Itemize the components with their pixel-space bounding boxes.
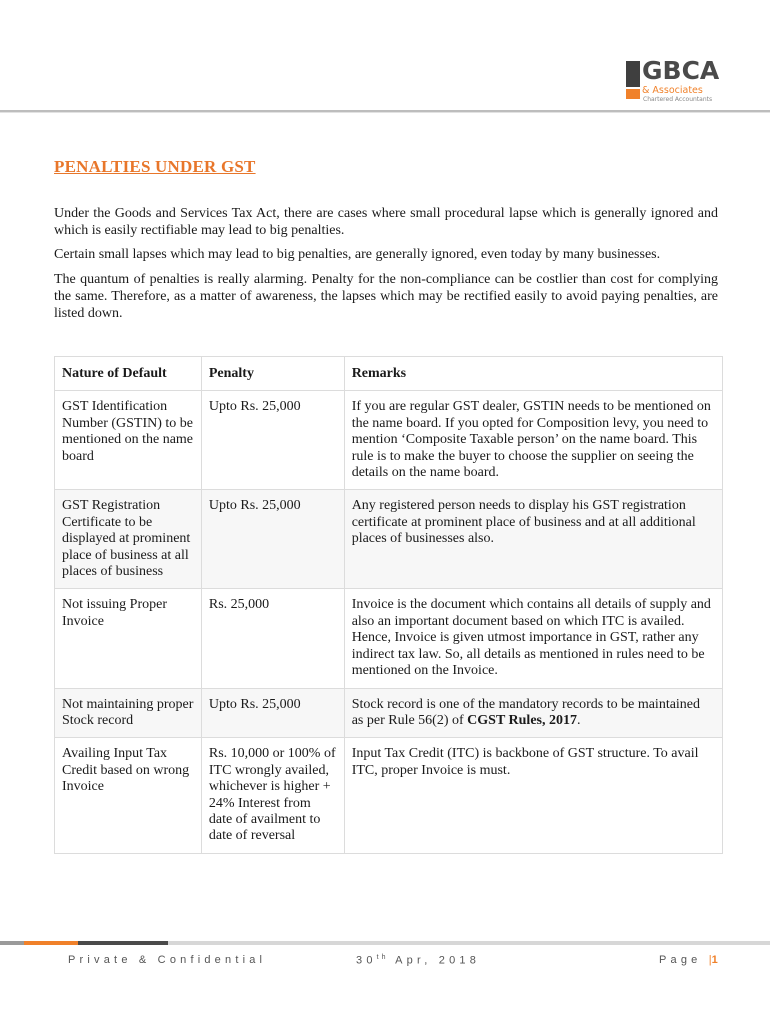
footer-page-number: 1	[711, 954, 718, 966]
cell-remarks: If you are regular GST dealer, GSTIN needs to be mentioned on the name board. If you opted for Composition levy, you need to mention ‘Composite Taxable person’ on the name board. This rule is to make the buyer to choose the supplier on seeing the details on the name board.	[344, 391, 722, 490]
logo-mark-icon	[626, 61, 640, 99]
table-row	[55, 688, 723, 738]
cell-nature: Not issuing Proper Invoice	[55, 589, 202, 688]
cell-nature: Not maintaining proper Stock record	[55, 688, 202, 738]
cell-remarks: Any registered person needs to display his GST registration certificate at prominent place of business and at all additional places of businesses also.	[344, 490, 722, 589]
footer-page-separator: |	[708, 954, 712, 966]
header-penalty: Penalty	[201, 357, 344, 391]
cell-penalty: Rs. 25,000	[201, 589, 344, 688]
cell-penalty: Upto Rs. 25,000	[201, 391, 344, 490]
cgst-rules-reference: CGST Rules, 2017	[467, 712, 577, 728]
logo-tagline: Chartered Accountants	[643, 96, 713, 103]
cell-nature: Availing Input Tax Credit based on wrong Invoice	[55, 738, 202, 853]
footer-date	[356, 954, 480, 967]
document-title: PENALTIES UNDER GST	[54, 157, 256, 176]
cell-nature: GST Identification Number (GSTIN) to be mentioned on the name board	[55, 391, 202, 490]
footer-page-label: Page	[659, 954, 709, 966]
cell-remarks	[344, 688, 722, 738]
company-logo	[626, 58, 736, 102]
cell-nature: GST Registration Certificate to be displayed at prominent place of business at all places of business	[55, 490, 202, 589]
table-row	[55, 391, 723, 490]
footer-divider	[0, 941, 770, 945]
intro-paragraph-1: Under the Goods and Services Tax Act, there are cases where small procedural lapse which is generally ignored and which is easily rectifiable may lead to big penalties.	[54, 206, 718, 238]
footer-date-suffix: th	[376, 954, 389, 961]
table-row	[55, 490, 723, 589]
cell-penalty: Rs. 10,000 or 100% of ITC wrongly availed, whichever is higher + 24% Interest from date of availment to date of reversal	[201, 738, 344, 853]
intro-paragraph-3: The quantum of penalties is really alarming. Penalty for the non-compliance can be costlier than cost for complying the same. Therefore, as a matter of awareness, the lapses which may be rectified easily to avoid paying penalties, are listed down.	[54, 272, 718, 321]
table-header-row	[55, 357, 723, 391]
footer-confidential: Private & Confidential	[68, 954, 267, 966]
header-nature-of-default: Nature of Default	[55, 357, 202, 391]
table-row	[55, 589, 723, 688]
logo-associates: & Associates	[642, 85, 703, 96]
cell-penalty: Upto Rs. 25,000	[201, 490, 344, 589]
remarks-text: Stock record is one of the mandatory records to be maintained as per Rule 56(2) of	[351, 696, 701, 728]
footer-page	[659, 954, 718, 966]
logo-name: GBCA	[642, 56, 720, 85]
cell-penalty: Upto Rs. 25,000	[201, 688, 344, 738]
header-remarks: Remarks	[344, 357, 722, 391]
footer-date-rest: Apr, 2018	[388, 954, 481, 967]
table-row	[55, 738, 723, 853]
intro-paragraph-2: Certain small lapses which may lead to big penalties, are generally ignored, even today by many businesses.	[54, 247, 661, 262]
footer-date-day: 30	[356, 954, 377, 967]
remarks-suffix: .	[576, 712, 581, 728]
header-divider	[0, 110, 770, 113]
penalties-table	[54, 356, 723, 854]
cell-remarks: Input Tax Credit (ITC) is backbone of GST structure. To avail ITC, proper Invoice is must.	[344, 738, 722, 853]
cell-remarks: Invoice is the document which contains all details of supply and also an important document based on which ITC is availed. Hence, Invoice is given utmost importance in GST, rather any indirect tax law. So, all details as mentioned in rules need to be mentioned on the Invoice.	[344, 589, 722, 688]
